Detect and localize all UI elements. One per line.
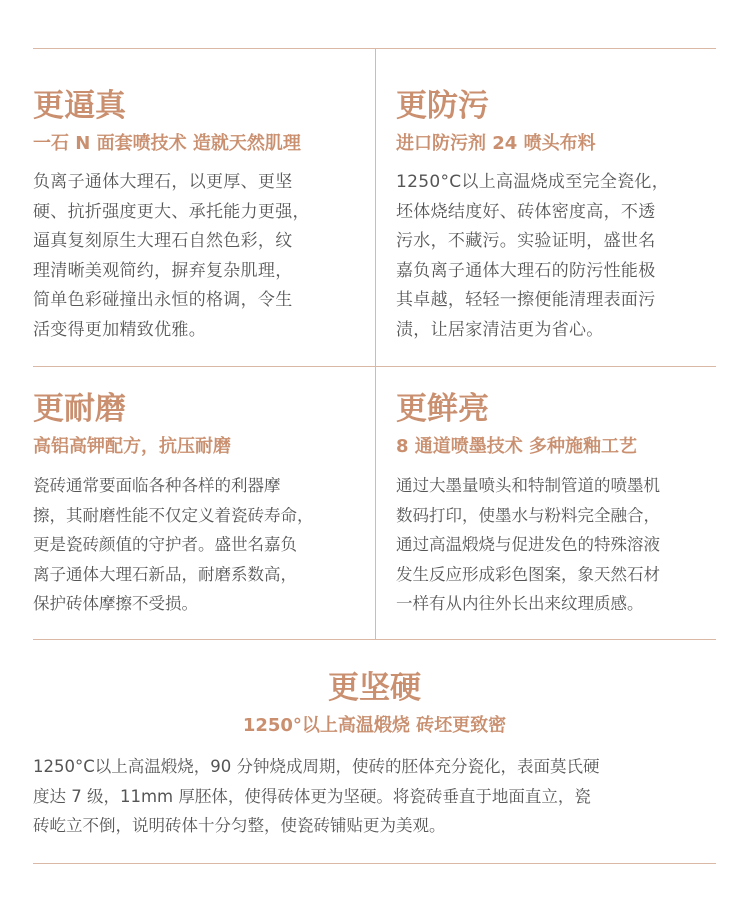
feature-title: 更逼真 [33,88,126,124]
description-line: 负离子通体大理石，以更厚、更坚 [33,172,293,192]
description-line: 一样有从内往外长出来纹理质感。 [396,594,644,613]
description-line: 理清晰美观简约，摒弃复杂肌理， [33,260,293,281]
column-divider [375,48,376,639]
lower-divider [33,639,716,640]
description-line: 1250°C以上高温烧成至完全瓷化， [396,172,670,192]
feature-subtitle: 一石 N 面套喷技术 造就天然肌理 [33,133,301,154]
feature-subtitle: 进口防污剂 24 喷头布料 [396,133,596,154]
description-line: 离子通体大理石新品，耐磨系数高， [33,564,297,584]
feature-description [33,471,368,619]
feature-hardness [33,668,723,841]
description-line: 其卓越，轻轻一擦便能清理表面污 [396,290,656,310]
description-line: 更是瓷砖颜值的守护者。盛世名嘉负 [33,535,297,554]
feature-description [33,752,723,841]
description-line: 通过大墨量喷头和特制管道的喷墨机 [396,476,660,495]
description-line: 逼真复刻原生大理石自然色彩，纹 [33,231,293,251]
description-line: 嘉负离子通体大理石的防污性能极 [396,260,656,281]
description-line: 保护砖体摩擦不受损。 [33,594,198,613]
feature-wear-resistant [33,389,368,619]
feature-title: 更鲜亮 [396,391,489,427]
feature-description [396,471,731,619]
description-line: 1250°C以上高温煅烧，90 分钟烧成周期，使砖的胚体充分瓷化，表面莫氏硬 [33,757,600,776]
bottom-divider [33,863,716,864]
feature-stain-resistant [396,86,726,345]
description-line: 砖屹立不倒，说明砖体十分匀整，使瓷砖铺贴更为美观。 [33,816,446,835]
description-line: 擦，其耐磨性能不仅定义着瓷砖寿命， [33,505,314,525]
feature-subtitle: 1250°以上高温煅烧 砖坯更致密 [242,715,507,736]
description-line: 污水，不藏污。实验证明，盛世名 [396,231,656,251]
feature-vivid-color [396,389,731,619]
feature-subtitle: 8 通道喷墨技术 多种施釉工艺 [396,436,638,457]
feature-subtitle: 高铝高钾配方，抗压耐磨 [33,436,231,457]
description-line: 瓷砖通常要面临各种各样的利器摩 [33,476,281,495]
description-line: 活变得更加精致优雅。 [33,319,206,340]
description-line: 数码打印，使墨水与粉料完全融合， [396,505,660,525]
description-line: 坯体烧结度好、砖体密度高，不透 [396,201,656,222]
feature-title: 更坚硬 [328,670,421,706]
feature-realistic [33,86,363,345]
feature-title: 更耐磨 [33,391,126,427]
feature-description [396,168,726,345]
description-line: 渍，让居家清洁更为省心。 [396,319,604,340]
description-line: 度达 7 级，11mm 厚胚体，使得砖体更为坚硬。将瓷砖垂直于地面直立，瓷 [33,786,591,806]
description-line: 通过高温煅烧与促进发色的特殊溶液 [396,535,660,554]
feature-title: 更防污 [396,88,489,124]
description-line: 发生反应形成彩色图案，象天然石材 [396,564,660,584]
description-line: 硬、抗折强度更大、承托能力更强， [33,201,310,222]
feature-description [33,168,363,345]
description-line: 简单色彩碰撞出永恒的格调，令生 [33,290,293,310]
